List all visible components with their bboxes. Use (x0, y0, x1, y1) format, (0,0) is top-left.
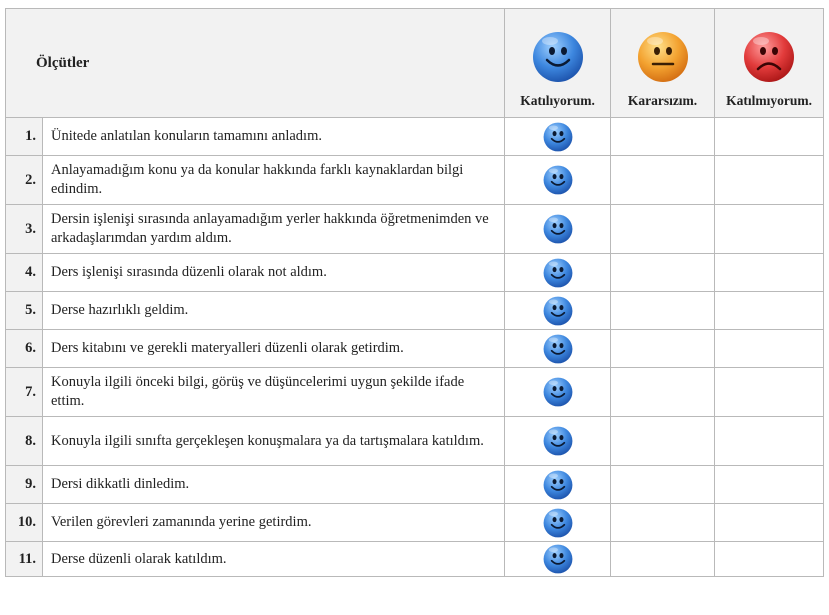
choice-cell-agree[interactable] (505, 118, 611, 156)
choice-cell-disagree[interactable] (715, 504, 824, 542)
choice-cell-undecided[interactable] (611, 292, 715, 330)
choice-cell-disagree[interactable] (715, 156, 824, 205)
choice-cell-agree[interactable] (505, 368, 611, 417)
choice-cell-undecided[interactable] (611, 118, 715, 156)
selected-happy-face-icon (543, 214, 573, 244)
row-number: 5. (6, 292, 43, 330)
criteria-text: Dersi dikkatli dinledim. (43, 466, 505, 504)
agree-label: Katılıyorum. (520, 93, 595, 108)
selected-happy-face-icon (543, 334, 573, 364)
choice-cell-agree[interactable] (505, 466, 611, 504)
criteria-text: Ders işlenişi sırasında düzenli olarak not aldım. (43, 254, 505, 292)
criteria-row (6, 542, 824, 577)
criteria-row (6, 254, 824, 292)
choice-cell-undecided[interactable] (611, 466, 715, 504)
criteria-row (6, 292, 824, 330)
sad-face-icon (743, 31, 795, 83)
row-number: 1. (6, 118, 43, 156)
header-row (6, 9, 824, 118)
choice-cell-agree[interactable] (505, 205, 611, 254)
criteria-text: Derse düzenli olarak katıldım. (43, 542, 505, 577)
criteria-row (6, 118, 824, 156)
selected-happy-face-icon (543, 544, 573, 574)
choice-cell-disagree[interactable] (715, 330, 824, 368)
criteria-text: Ders kitabını ve gerekli materyalleri düzenli olarak getirdim. (43, 330, 505, 368)
choice-cell-undecided[interactable] (611, 205, 715, 254)
criteria-text: Ünitede anlatılan konuların tamamını anladım. (43, 118, 505, 156)
row-number: 4. (6, 254, 43, 292)
choice-cell-undecided[interactable] (611, 417, 715, 466)
choice-cell-agree[interactable] (505, 417, 611, 466)
criteria-text: Konuyla ilgili sınıfta gerçekleşen konuşmalara ya da tartışmalara katıldım. (43, 417, 505, 466)
choice-cell-disagree[interactable] (715, 292, 824, 330)
row-number: 10. (6, 504, 43, 542)
choice-cell-disagree[interactable] (715, 368, 824, 417)
selected-happy-face-icon (543, 296, 573, 326)
selected-happy-face-icon (543, 165, 573, 195)
neutral-face-icon (637, 31, 689, 83)
row-number: 6. (6, 330, 43, 368)
choice-cell-disagree[interactable] (715, 417, 824, 466)
choice-cell-undecided[interactable] (611, 330, 715, 368)
choice-cell-disagree[interactable] (715, 118, 824, 156)
undecided-label: Kararsızım. (627, 93, 698, 108)
criteria-header: Ölçütler (6, 9, 505, 118)
choice-cell-undecided[interactable] (611, 542, 715, 577)
criteria-text: Dersin işlenişi sırasında anlayamadığım yerler hakkında öğretmenimden ve arkadaşlarımdan yardım aldım. (43, 205, 505, 254)
choice-cell-disagree[interactable] (715, 205, 824, 254)
disagree-label: Katılmıyorum. (726, 93, 812, 108)
choice-cell-agree[interactable] (505, 542, 611, 577)
selected-happy-face-icon (543, 258, 573, 288)
criteria-text: Derse hazırlıklı geldim. (43, 292, 505, 330)
criteria-row (6, 368, 824, 417)
choice-cell-agree[interactable] (505, 156, 611, 205)
criteria-row (6, 417, 824, 466)
choice-cell-disagree[interactable] (715, 254, 824, 292)
selected-happy-face-icon (543, 508, 573, 538)
choice-cell-disagree[interactable] (715, 542, 824, 577)
choice-cell-undecided[interactable] (611, 368, 715, 417)
row-number: 2. (6, 156, 43, 205)
row-number: 8. (6, 417, 43, 466)
criteria-row (6, 466, 824, 504)
criteria-row (6, 504, 824, 542)
selected-happy-face-icon (543, 122, 573, 152)
choice-cell-disagree[interactable] (715, 466, 824, 504)
column-header-disagree (715, 9, 824, 118)
criteria-text: Konuyla ilgili önceki bilgi, görüş ve düşüncelerimi uygun şekilde ifade ettim. (43, 368, 505, 417)
criteria-row (6, 330, 824, 368)
choice-cell-agree[interactable] (505, 330, 611, 368)
criteria-row (6, 156, 824, 205)
choice-cell-agree[interactable] (505, 254, 611, 292)
choice-cell-undecided[interactable] (611, 254, 715, 292)
row-number: 11. (6, 542, 43, 577)
row-number: 7. (6, 368, 43, 417)
selected-happy-face-icon (543, 426, 573, 456)
row-number: 3. (6, 205, 43, 254)
choice-cell-agree[interactable] (505, 292, 611, 330)
happy-face-icon (532, 31, 584, 83)
criteria-text: Anlayamadığım konu ya da konular hakkında farklı kaynaklardan bilgi edindim. (43, 156, 505, 205)
selected-happy-face-icon (543, 377, 573, 407)
selected-happy-face-icon (543, 470, 573, 500)
choice-cell-undecided[interactable] (611, 504, 715, 542)
row-number: 9. (6, 466, 43, 504)
criteria-text: Verilen görevleri zamanında yerine getirdim. (43, 504, 505, 542)
column-header-agree (505, 9, 611, 118)
choice-cell-undecided[interactable] (611, 156, 715, 205)
column-header-undecided (611, 9, 715, 118)
self-assessment-table (5, 8, 824, 577)
choice-cell-agree[interactable] (505, 504, 611, 542)
criteria-row (6, 205, 824, 254)
